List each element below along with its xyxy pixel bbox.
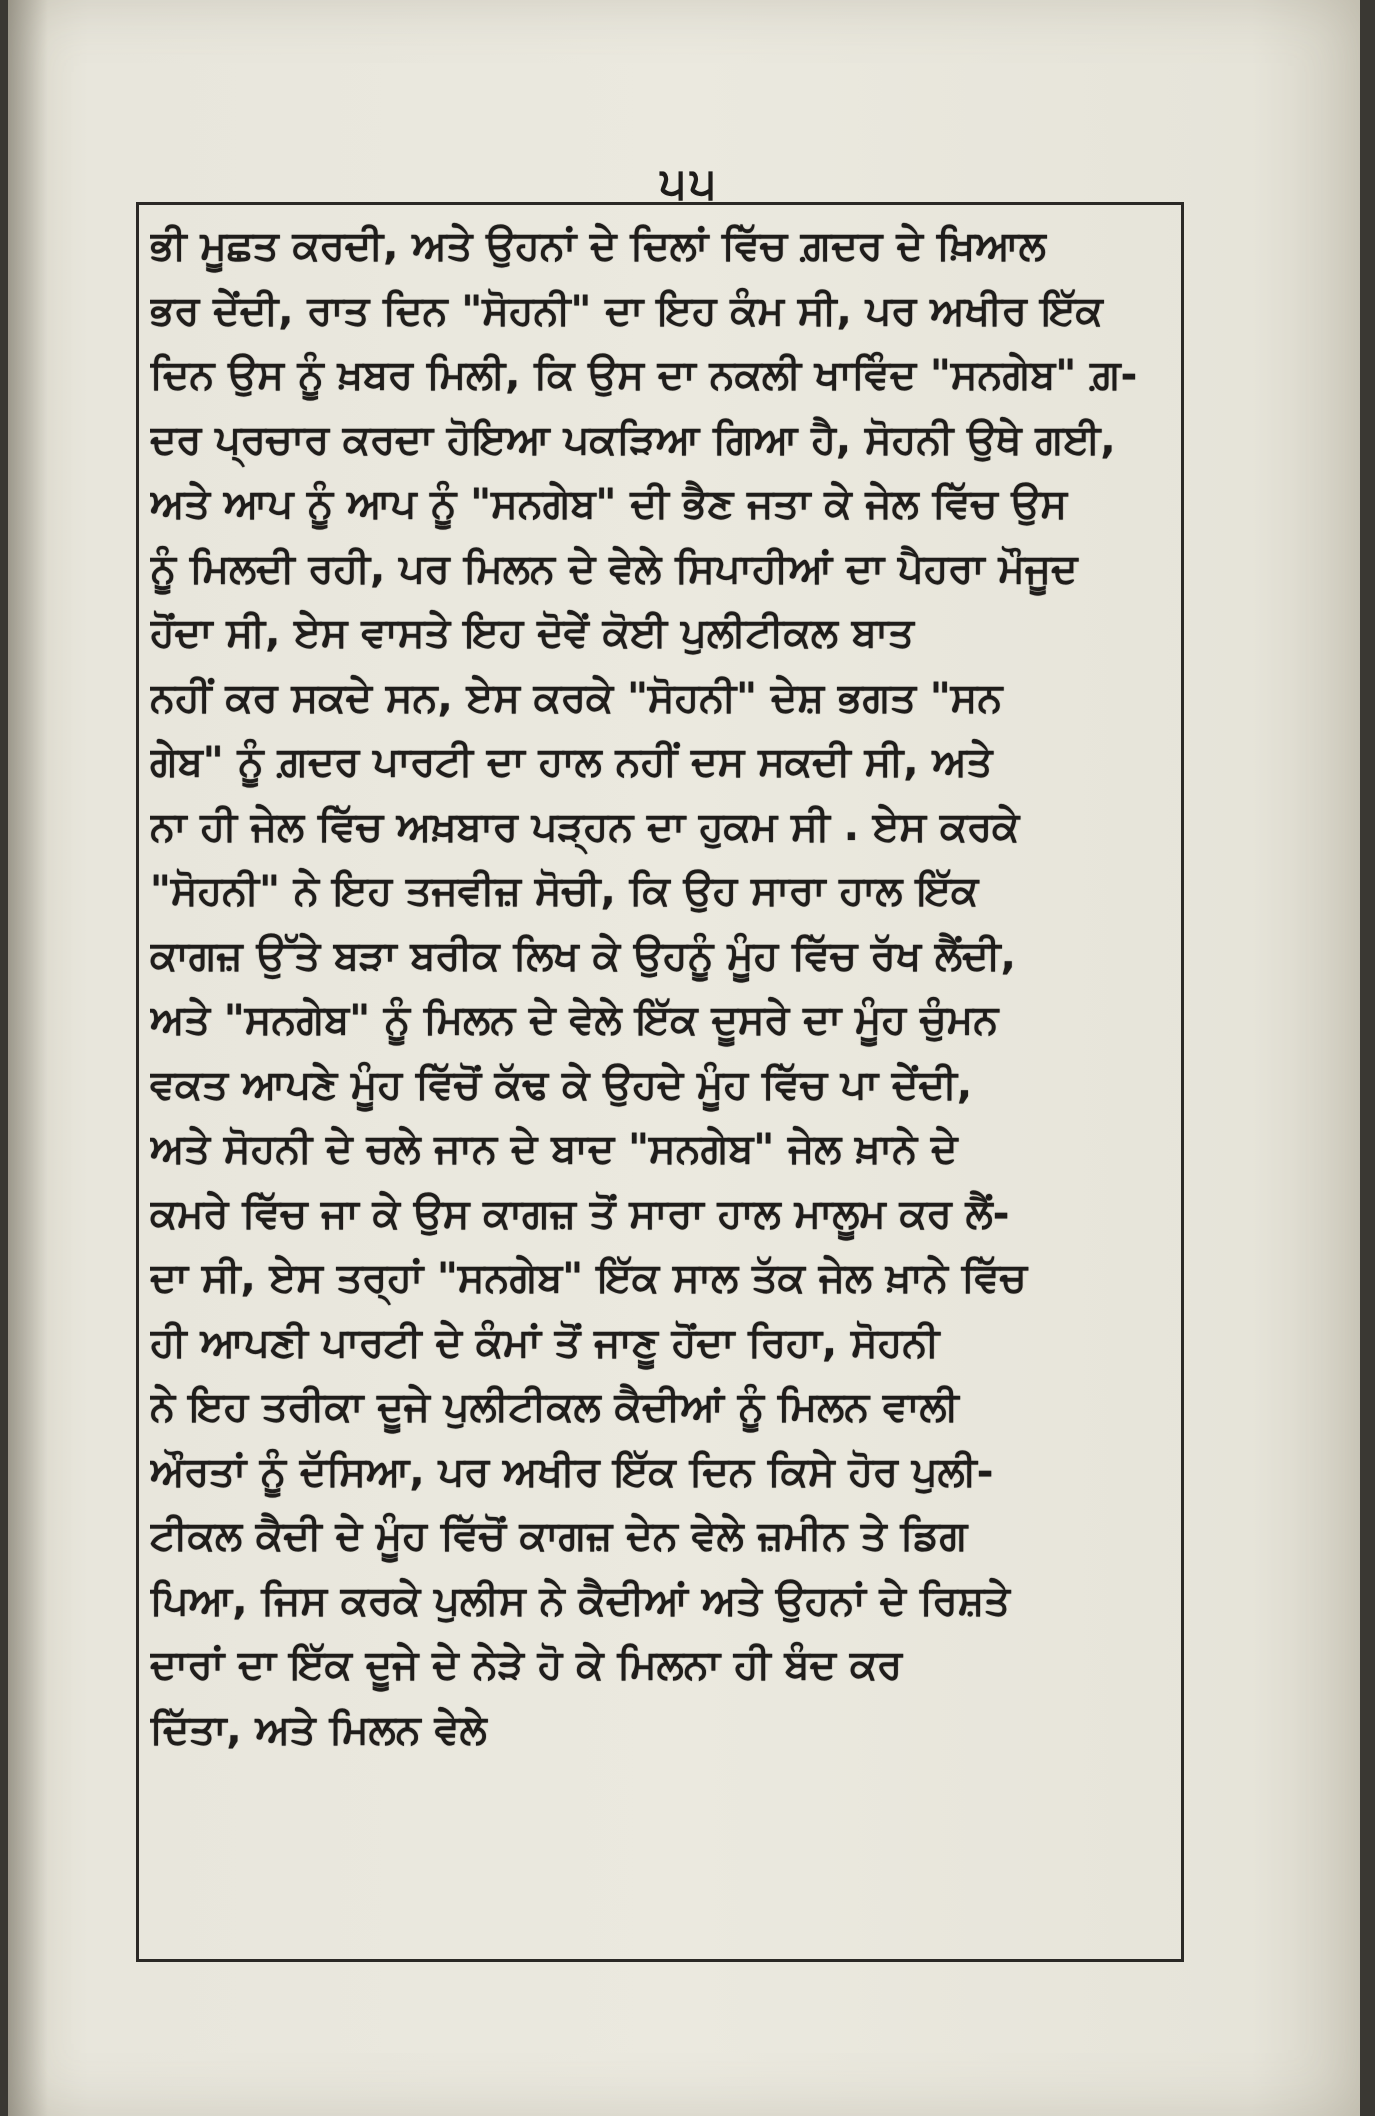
text-line: ਦਿਨ ਉਸ ਨੂੰ ਖ਼ਬਰ ਮਿਲੀ, ਕਿ ਉਸ ਦਾ ਨਕਲੀ ਖਾਵਿੰਦ "ਸਨਗੇਬ" ਗ਼- — [150, 352, 1138, 398]
text-line: ਦਿੱਤਾ, ਅਤੇ ਮਿਲਨ ਵੇਲੇ — [150, 1706, 487, 1753]
text-line: ਔਰਤਾਂ ਨੂੰ ਦੱਸਿਆ, ਪਰ ਅਖੀਰ ਇੱਕ ਦਿਨ ਕਿਸੇ ਹੋਰ ਪੁਲੀ- — [150, 1448, 994, 1495]
text-line: ਦਰ ਪ੍ਰਚਾਰ ਕਰਦਾ ਹੋਇਆ ਪਕੜਿਆ ਗਿਆ ਹੈ, ਸੋਹਨੀ ਉਥੇ ਗਈ, — [150, 416, 1116, 463]
text-line: ਹੋਂਦਾ ਸੀ, ਏਸ ਵਾਸਤੇ ਇਹ ਦੋਵੇਂ ਕੋਈ ਪੁਲੀਟੀਕਲ ਬਾਤ — [150, 610, 914, 656]
text-line: ਦਾ ਸੀ, ਏਸ ਤਰ੍ਹਾਂ "ਸਨਗੇਬ" ਇੱਕ ਸਾਲ ਤੱਕ ਜੇਲ ਖ਼ਾਨੇ ਵਿੱਚ — [150, 1255, 1027, 1301]
text-line: ਹੀ ਆਪਣੀ ਪਾਰਟੀ ਦੇ ਕੰਮਾਂ ਤੋਂ ਜਾਣੂ ਹੋਂਦਾ ਰਿਹਾ, ਸੋਹਨੀ — [150, 1319, 940, 1366]
text-line: ਕਮਰੇ ਵਿੱਚ ਜਾ ਕੇ ਉਸ ਕਾਗਜ਼ ਤੋਂ ਸਾਰਾ ਹਾਲ ਮਾਲੂਮ ਕਰ ਲੈਂ- — [150, 1190, 1010, 1237]
text-line: ਭੀ ਮੂਛਤ ਕਰਦੀ, ਅਤੇ ਉਹਨਾਂ ਦੇ ਦਿਲਾਂ ਵਿੱਚ ਗ਼ਦਰ ਦੇ ਖ਼ਿਆਲ — [150, 223, 1046, 269]
text-line: ਨਹੀਂ ਕਰ ਸਕਦੇ ਸਨ, ਏਸ ਕਰਕੇ "ਸੋਹਨੀ" ਦੇਸ਼ ਭਗਤ "ਸਨ — [150, 674, 1003, 721]
text-line: "ਸੋਹਨੀ" ਨੇ ਇਹ ਤਜਵੀਜ਼ ਸੋਚੀ, ਕਿ ਉਹ ਸਾਰਾ ਹਾਲ ਇੱਕ — [150, 868, 979, 914]
text-line: ਭਰ ਦੇਂਦੀ, ਰਾਤ ਦਿਨ "ਸੋਹਨੀ" ਦਾ ਇਹ ਕੰਮ ਸੀ, ਪਰ ਅਖੀਰ ਇੱਕ — [150, 287, 1103, 334]
text-line: ਗੇਬ" ਨੂੰ ਗ਼ਦਰ ਪਾਰਟੀ ਦਾ ਹਾਲ ਨਹੀਂ ਦਸ ਸਕਦੀ ਸੀ, ਅਤੇ — [150, 739, 993, 785]
text-line: ਅਤੇ "ਸਨਗੇਬ" ਨੂੰ ਮਿਲਨ ਦੇ ਵੇਲੇ ਇੱਕ ਦੂਸਰੇ ਦਾ ਮੂੰਹ ਚੁੰਮਨ — [150, 997, 999, 1043]
text-line: ਨੇ ਇਹ ਤਰੀਕਾ ਦੂਜੇ ਪੁਲੀਟੀਕਲ ਕੈਦੀਆਂ ਨੂੰ ਮਿਲਨ ਵਾਲੀ — [150, 1384, 959, 1430]
text-line: ਟੀਕਲ ਕੈਦੀ ਦੇ ਮੂੰਹ ਵਿੱਚੋਂ ਕਾਗਜ਼ ਦੇਨ ਵੇਲੇ ਜ਼ਮੀਨ ਤੇ ਡਿਗ — [150, 1513, 968, 1559]
text-line: ਦਾਰਾਂ ਦਾ ਇੱਕ ਦੂਜੇ ਦੇ ਨੇੜੇ ਹੋ ਕੇ ਮਿਲਨਾ ਹੀ ਬੰਦ ਕਰ — [150, 1642, 903, 1688]
text-line: ਕਾਗਜ਼ ਉੱਤੇ ਬੜਾ ਬਰੀਕ ਲਿਖ ਕੇ ਉਹਨੂੰ ਮੂੰਹ ਵਿੱਚ ਰੱਖ ਲੈਂਦੀ, — [150, 932, 1016, 979]
handwritten-text-block — [150, 214, 1180, 1762]
text-line: ਵਕਤ ਆਪਣੇ ਮੂੰਹ ਵਿੱਚੋਂ ਕੱਢ ਕੇ ਉਹਦੇ ਮੂੰਹ ਵਿੱਚ ਪਾ ਦੇਂਦੀ, — [150, 1061, 973, 1108]
text-line: ਨੂੰ ਮਿਲਦੀ ਰਹੀ, ਪਰ ਮਿਲਨ ਦੇ ਵੇਲੇ ਸਿਪਾਹੀਆਂ ਦਾ ਪੈਹਰਾ ਮੌਜੂਦ — [150, 545, 1078, 592]
text-line: ਨਾ ਹੀ ਜੇਲ ਵਿੱਚ ਅਖ਼ਬਾਰ ਪੜ੍ਹਨ ਦਾ ਹੁਕਮ ਸੀ . ਏਸ ਕਰਕੇ — [150, 803, 1020, 850]
text-line: ਪਿਆ, ਜਿਸ ਕਰਕੇ ਪੁਲੀਸ ਨੇ ਕੈਦੀਆਂ ਅਤੇ ਉਹਨਾਂ ਦੇ ਰਿਸ਼ਤੇ — [150, 1577, 1010, 1624]
text-line: ਅਤੇ ਸੋਹਨੀ ਦੇ ਚਲੇ ਜਾਨ ਦੇ ਬਾਦ "ਸਨਗੇਬ" ਜੇਲ ਖ਼ਾਨੇ ਦੇ — [150, 1126, 958, 1172]
spine-shadow — [8, 0, 48, 2116]
text-line: ਅਤੇ ਆਪ ਨੂੰ ਆਪ ਨੂੰ "ਸਨਗੇਬ" ਦੀ ਭੈਣ ਜਤਾ ਕੇ ਜੇਲ ਵਿੱਚ ਉਸ — [150, 481, 1067, 527]
page-number: ੫੫ — [660, 158, 720, 209]
